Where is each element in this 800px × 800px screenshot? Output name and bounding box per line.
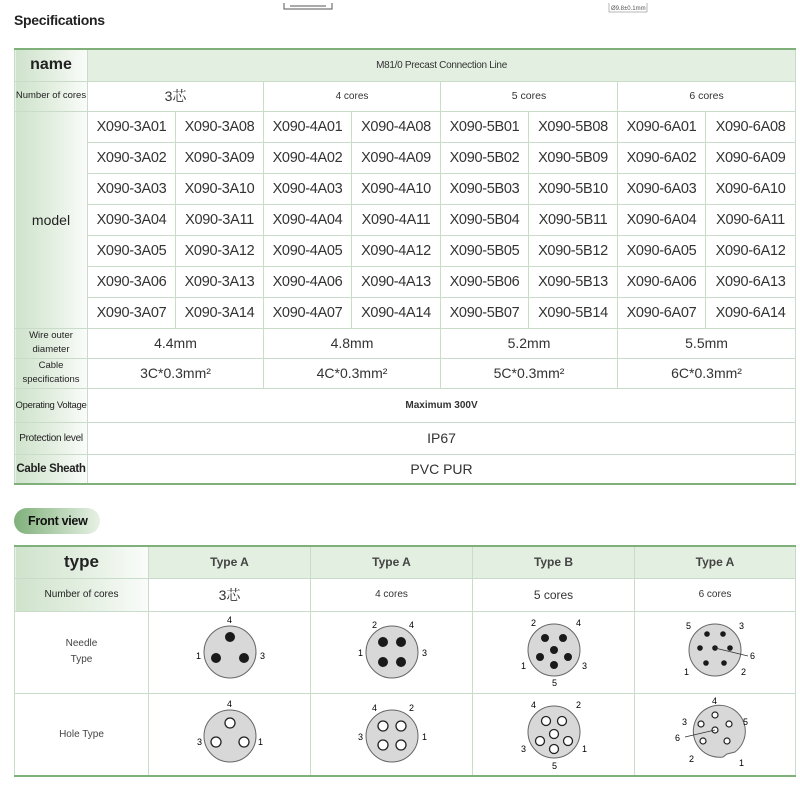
- name-row: [15, 49, 796, 81]
- model-code: X090-5B08: [529, 111, 618, 142]
- hole-diagram-2: [311, 693, 473, 776]
- model-body: [15, 111, 796, 328]
- model-code: X090-4A09: [352, 142, 441, 173]
- model-code: X090-6A13: [706, 266, 796, 297]
- cores-label: Number of cores: [15, 81, 88, 111]
- needle-diagram-3: [473, 611, 635, 693]
- type-value-2: Type A: [311, 546, 473, 578]
- model-code: X090-4A13: [352, 266, 441, 297]
- pin-label: 2: [371, 619, 377, 630]
- front-cores-row: [15, 578, 796, 611]
- pin-label: 5: [551, 677, 557, 688]
- model-code: X090-6A11: [706, 204, 796, 235]
- model-code: X090-3A08: [176, 111, 264, 142]
- sheath-label: Cable Sheath: [15, 454, 88, 484]
- type-label: type: [15, 546, 149, 578]
- wire-value-6: 5.5mm: [618, 328, 796, 358]
- model-code: X090-3A05: [88, 235, 176, 266]
- cores-row: [15, 81, 796, 111]
- sheath-value: PVC PUR: [88, 454, 796, 484]
- voltage-label: Operating Voltage: [15, 388, 88, 422]
- model-row: [15, 111, 796, 142]
- model-label: model: [15, 111, 88, 328]
- model-code: X090-3A13: [176, 266, 264, 297]
- model-code: X090-6A01: [618, 111, 706, 142]
- pin-label: 3: [421, 647, 427, 658]
- pin-label: 1: [195, 650, 201, 661]
- top-drawing-fragment: [0, 3, 800, 13]
- cable-value-6: 6C*0.3mm²: [618, 358, 796, 388]
- cores-3: 3芯: [88, 81, 264, 111]
- cores-5: 5 cores: [441, 81, 618, 111]
- front-cores-3: 5 cores: [473, 578, 635, 611]
- needle-3pin-diagram: [185, 612, 275, 688]
- pin-label: 2: [575, 699, 581, 710]
- model-code: X090-4A01: [264, 111, 352, 142]
- model-code: X090-4A04: [264, 204, 352, 235]
- model-code: X090-5B14: [529, 297, 618, 328]
- wire-value-5: 5.2mm: [441, 328, 618, 358]
- model-code: X090-5B05: [441, 235, 529, 266]
- model-code: X090-5B04: [441, 204, 529, 235]
- front-view-badge: [14, 508, 100, 534]
- front-cores-2: 4 cores: [311, 578, 473, 611]
- front-cores-1: 3芯: [149, 578, 311, 611]
- pin-label: 2: [741, 666, 747, 677]
- pin-label: 5: [551, 760, 557, 770]
- model-code: X090-6A03: [618, 173, 706, 204]
- hole-6pin-diagram: [665, 694, 765, 770]
- model-code: X090-4A05: [264, 235, 352, 266]
- needle-6pin-diagram: [665, 612, 765, 688]
- model-code: X090-3A12: [176, 235, 264, 266]
- model-code: X090-3A07: [88, 297, 176, 328]
- cable-value-4: 4C*0.3mm²: [264, 358, 441, 388]
- pin-label: 1: [357, 647, 363, 658]
- needle-5pin-diagram: [509, 612, 599, 688]
- model-code: X090-3A02: [88, 142, 176, 173]
- needle-row: [15, 611, 796, 693]
- pin-label: 3: [520, 743, 526, 754]
- pin-label: 5: [686, 620, 692, 631]
- model-code: X090-3A06: [88, 266, 176, 297]
- model-row: [15, 142, 796, 173]
- model-code: X090-6A12: [706, 235, 796, 266]
- pin-label: 4: [226, 614, 232, 625]
- model-code: X090-5B06: [441, 266, 529, 297]
- type-row: [15, 546, 796, 578]
- voltage-row: [15, 388, 796, 422]
- pin-label: 3: [357, 731, 363, 742]
- pin-label: 4: [575, 617, 581, 628]
- pin-label: 1: [581, 743, 587, 754]
- model-code: X090-4A02: [264, 142, 352, 173]
- model-code: X090-6A04: [618, 204, 706, 235]
- model-code: X090-3A04: [88, 204, 176, 235]
- hole-3pin-diagram: [185, 694, 275, 770]
- model-code: X090-3A14: [176, 297, 264, 328]
- model-code: X090-4A07: [264, 297, 352, 328]
- front-view-title: Front view: [28, 514, 88, 528]
- hole-5pin-diagram: [509, 694, 599, 770]
- cores-4: 4 cores: [264, 81, 441, 111]
- model-code: X090-5B13: [529, 266, 618, 297]
- pin-label: 2: [408, 702, 414, 713]
- hole-4pin-diagram: [347, 694, 437, 770]
- model-code: X090-5B02: [441, 142, 529, 173]
- needle-4pin-diagram: [347, 612, 437, 688]
- protection-label: Protection level: [15, 422, 88, 454]
- name-value: M81/0 Precast Connection Line: [88, 49, 796, 81]
- protection-row: [15, 422, 796, 454]
- pin-label: 1: [739, 757, 745, 768]
- model-code: X090-5B11: [529, 204, 618, 235]
- top-dimension-label: Ø9.8±0.1mm: [611, 6, 646, 12]
- model-code: X090-5B03: [441, 173, 529, 204]
- model-row: [15, 204, 796, 235]
- model-code: X090-4A06: [264, 266, 352, 297]
- pin-label: 4: [371, 702, 377, 713]
- model-row: [15, 173, 796, 204]
- model-code: X090-6A02: [618, 142, 706, 173]
- pin-label: 1: [684, 666, 690, 677]
- pin-label: 1: [421, 731, 427, 742]
- needle-diagram-4: [635, 611, 796, 693]
- pin-label: 3: [196, 736, 202, 747]
- cable-value-5: 5C*0.3mm²: [441, 358, 618, 388]
- name-label: name: [15, 49, 88, 81]
- model-code: X090-6A06: [618, 266, 706, 297]
- hole-row: [15, 693, 796, 776]
- pin-label: 2: [530, 617, 536, 628]
- model-code: X090-6A08: [706, 111, 796, 142]
- model-code: X090-4A10: [352, 173, 441, 204]
- model-code: X090-4A08: [352, 111, 441, 142]
- voltage-value: Maximum 300V: [88, 388, 796, 422]
- model-code: X090-4A03: [264, 173, 352, 204]
- model-row: [15, 297, 796, 328]
- model-row: [15, 266, 796, 297]
- protection-value: IP67: [88, 422, 796, 454]
- type-value-4: Type A: [635, 546, 796, 578]
- model-code: X090-6A09: [706, 142, 796, 173]
- wire-row: [15, 328, 796, 358]
- pin-label: 6: [750, 650, 756, 661]
- top-drawing-strip: [0, 0, 800, 10]
- pin-label: 3: [739, 620, 745, 631]
- cores-6: 6 cores: [618, 81, 796, 111]
- model-code: X090-3A03: [88, 173, 176, 204]
- pin-label: 2: [689, 753, 695, 764]
- model-code: X090-5B10: [529, 173, 618, 204]
- needle-diagram-1: [149, 611, 311, 693]
- needle-label: Needle Type: [15, 611, 149, 693]
- spec-table: [14, 48, 796, 485]
- model-code: X090-4A11: [352, 204, 441, 235]
- model-code: X090-6A05: [618, 235, 706, 266]
- hole-diagram-4: [635, 693, 796, 776]
- front-cores-label: Number of cores: [15, 578, 149, 611]
- pin-label: 4: [408, 619, 414, 630]
- model-code: X090-3A01: [88, 111, 176, 142]
- pin-label: 4: [712, 695, 718, 706]
- pin-label: 3: [682, 716, 688, 727]
- model-code: X090-4A12: [352, 235, 441, 266]
- wire-label: Wire outer diameter: [15, 328, 88, 358]
- pin-label: 6: [675, 732, 681, 743]
- pin-label: 5: [743, 716, 749, 727]
- sheath-row: [15, 454, 796, 484]
- model-code: X090-6A14: [706, 297, 796, 328]
- cable-label: Cable specifications: [15, 358, 88, 388]
- hole-diagram-3: [473, 693, 635, 776]
- model-code: X090-5B01: [441, 111, 529, 142]
- hole-label: Hole Type: [15, 693, 149, 776]
- model-code: X090-3A10: [176, 173, 264, 204]
- pin-label: 3: [581, 660, 587, 671]
- front-view-table: [14, 545, 796, 777]
- section-title: Specifications: [14, 12, 105, 28]
- model-code: X090-5B12: [529, 235, 618, 266]
- wire-value-3: 4.4mm: [88, 328, 264, 358]
- model-code: X090-3A09: [176, 142, 264, 173]
- pin-label: 1: [257, 736, 263, 747]
- model-code: X090-4A14: [352, 297, 441, 328]
- wire-value-4: 4.8mm: [264, 328, 441, 358]
- model-code: X090-6A07: [618, 297, 706, 328]
- front-cores-4: 6 cores: [635, 578, 796, 611]
- hole-diagram-1: [149, 693, 311, 776]
- pin-label: 3: [259, 650, 265, 661]
- pin-label: 4: [226, 698, 232, 709]
- model-code: X090-3A11: [176, 204, 264, 235]
- model-code: X090-5B07: [441, 297, 529, 328]
- model-row: [15, 235, 796, 266]
- needle-diagram-2: [311, 611, 473, 693]
- type-value-3: Type B: [473, 546, 635, 578]
- model-code: X090-6A10: [706, 173, 796, 204]
- pin-label: 4: [530, 699, 536, 710]
- cable-row: [15, 358, 796, 388]
- pin-label: 1: [520, 660, 526, 671]
- cable-value-3: 3C*0.3mm²: [88, 358, 264, 388]
- model-code: X090-5B09: [529, 142, 618, 173]
- type-value-1: Type A: [149, 546, 311, 578]
